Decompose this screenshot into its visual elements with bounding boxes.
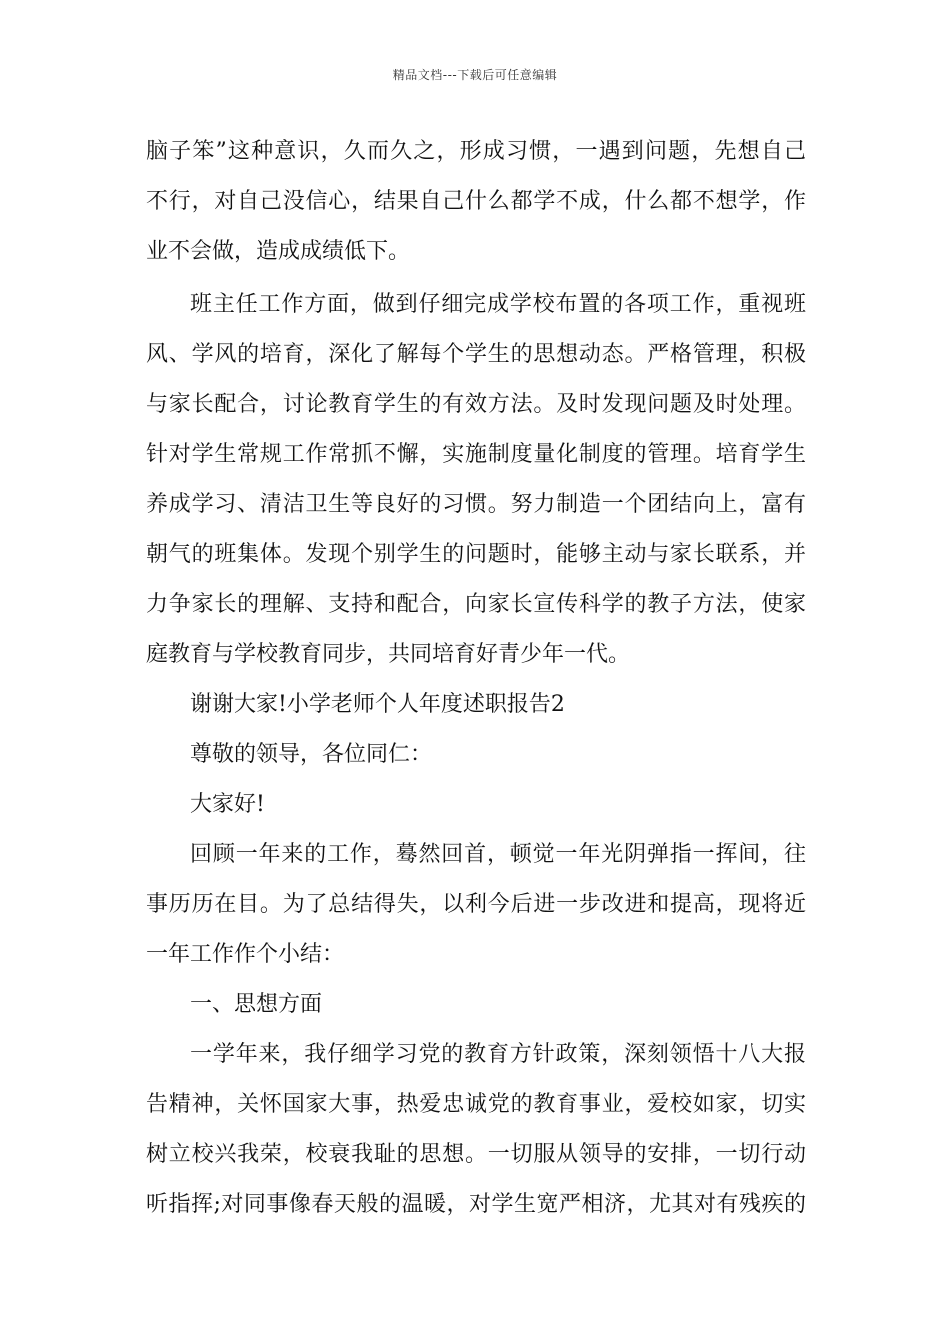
paragraph [146, 980, 806, 1030]
salutation-line: 尊敬的领导，各位同仁： [190, 742, 433, 767]
report-title-line: 谢谢大家!小学老师个人年度述职报告2 [190, 692, 565, 717]
text-line: 听指挥;对同事像春天般的温暖，对学生宽严相济，尤其对有残疾的 [146, 1192, 806, 1217]
document-body [146, 127, 806, 1230]
text-line: 告精神，关怀国家大事，热爱忠诚党的教育事业，爱校如家，切实 [146, 1092, 806, 1117]
paragraph [146, 830, 806, 980]
paragraph [146, 780, 806, 830]
text-line: 事历历在目。为了总结得失，以利今后进一步改进和提高，现将近 [146, 892, 806, 917]
page-header: 精品文档---下载后可任意编辑 [392, 68, 558, 82]
text-line: 不行，对自己没信心，结果自己什么都学不成，什么都不想学，作 [146, 189, 806, 214]
text-line: 与家长配合，讨论教育学生的有效方法。及时发现问题及时处理。 [146, 392, 806, 417]
text-line: 业不会做，造成成绩低下。 [146, 239, 411, 264]
paragraph [146, 280, 806, 680]
text-line: 庭教育与学校教育同步，共同培育好青少年一代。 [146, 642, 631, 667]
paragraph [146, 127, 806, 277]
greeting-line: 大家好! [190, 792, 265, 817]
text-line: 回顾一年来的工作，蓦然回首，顿觉一年光阴弹指一挥间，往 [190, 842, 806, 867]
paragraph [146, 730, 806, 780]
paragraph [146, 1030, 806, 1230]
section-heading: 一、思想方面 [190, 992, 323, 1017]
text-line: 风、学风的培育，深化了解每个学生的思想动态。严格管理，积极 [146, 342, 806, 367]
text-line: 朝气的班集体。发现个别学生的问题时，能够主动与家长联系，并 [146, 542, 806, 567]
text-line: 养成学习、清洁卫生等良好的习惯。努力制造一个团结向上，富有 [146, 492, 806, 517]
text-line: 一年工作作个小结： [146, 942, 345, 967]
paragraph [146, 680, 806, 730]
text-line: 力争家长的理解、支持和配合，向家长宣传科学的教子方法，使家 [146, 592, 806, 617]
text-line: 一学年来，我仔细学习党的教育方针政策，深刻领悟十八大报 [190, 1042, 806, 1067]
text-line: 针对学生常规工作常抓不懈，实施制度量化制度的管理。培育学生 [146, 442, 806, 467]
text-line: 树立校兴我荣，校衰我耻的思想。一切服从领导的安排，一切行动 [146, 1142, 806, 1167]
text-line: 脑子笨”这种意识，久而久之，形成习惯，一遇到问题，先想自己 [146, 139, 806, 164]
text-line: 班主任工作方面，做到仔细完成学校布置的各项工作，重视班 [190, 292, 806, 317]
